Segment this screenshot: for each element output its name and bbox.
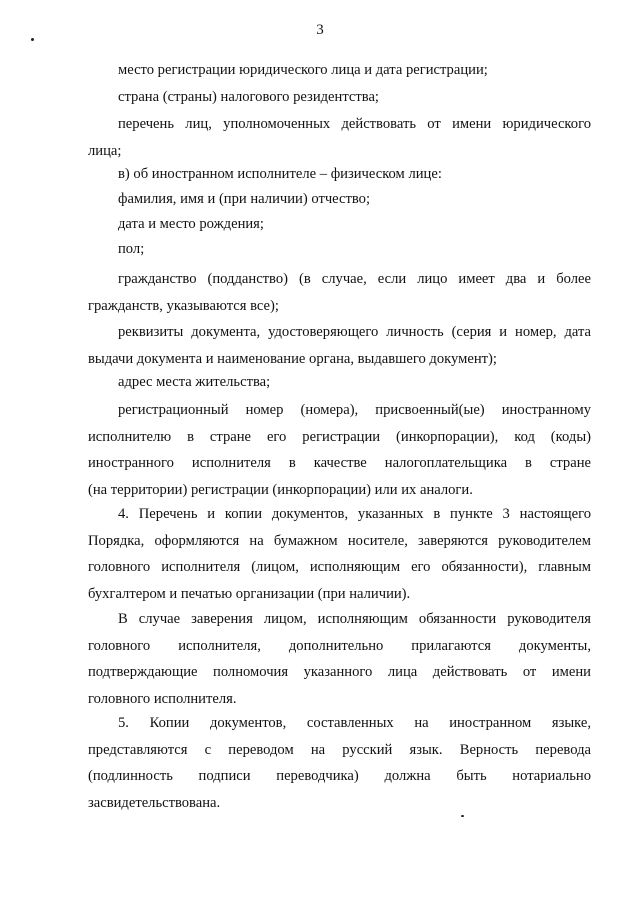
paragraph [88, 211, 591, 238]
paragraph [88, 369, 591, 396]
scan-speck [31, 38, 34, 41]
text-line: головного исполнителя. [88, 690, 237, 707]
text-line: гражданств, указываются все); [88, 297, 279, 314]
text-line: исполнителю в стране его регистрации (инкорпорации), код (коды) [88, 428, 591, 445]
text-line: засвидетельствована. [88, 794, 221, 811]
text-line: представляются с переводом на русский язык. Верность перевода [88, 741, 591, 758]
paragraph [88, 57, 591, 84]
text-line: адрес места жительства; [118, 374, 271, 390]
paragraph [88, 606, 591, 712]
text-line: дата и место рождения; [118, 216, 264, 232]
text-line: выдачи документа и наименование органа, выдавшего документ); [88, 350, 497, 367]
text-line: бухгалтером и печатью организации (при наличии). [88, 585, 411, 602]
text-line: 4. Перечень и копии документов, указанных в пункте 3 настоящего [118, 506, 591, 522]
text-line: перечень лиц, уполномоченных действовать от имени юридического [118, 116, 591, 132]
text-line: Порядка, оформляются на бумажном носителе, заверяются руководителем [88, 532, 591, 549]
paragraph [88, 319, 591, 372]
text-line: (на территории) регистрации (инкорпорации) или их аналоги. [88, 481, 473, 498]
text-line: иностранного исполнителя в качестве налогоплательщика в стране [88, 455, 591, 471]
text-line: В случае заверения лицом, исполняющим обязанности руководителя [118, 611, 591, 627]
text-line: страна (страны) налогового резидентства; [118, 89, 379, 105]
text-line: подтверждающие полномочия указанного лица действовать от имени [88, 664, 591, 680]
paragraph [88, 236, 591, 263]
paragraph [88, 397, 591, 503]
paragraph [88, 161, 591, 188]
text-line: лица; [88, 142, 122, 159]
paragraph [88, 84, 591, 111]
paragraph [88, 266, 591, 319]
text-line: реквизиты документа, удостоверяющего личность (серия и номер, дата [118, 324, 591, 340]
text-line: пол; [118, 241, 145, 257]
text-line: место регистрации юридического лица и дата регистрации; [118, 62, 488, 78]
text-line: фамилия, имя и (при наличии) отчество; [118, 191, 371, 207]
paragraph [88, 186, 591, 213]
text-line: гражданство (подданство) (в случае, если лицо имеет два и более [118, 271, 591, 287]
text-line: головного исполнителя, дополнительно прилагаются документы, [88, 637, 591, 654]
text-line: регистрационный номер (номера), присвоенный(ые) иностранному [118, 402, 591, 418]
text-line: головного исполнителя (лицом, исполняющим его обязанности), главным [88, 559, 591, 575]
page-number: 3 [316, 22, 324, 38]
text-line: 5. Копии документов, составленных на иностранном языке, [118, 715, 591, 731]
paragraph [88, 501, 591, 607]
paragraph [88, 710, 591, 816]
paragraph [88, 111, 591, 164]
text-line: (подлинность подписи переводчика) должна быть нотариально [88, 768, 591, 784]
text-line: в) об иностранном исполнителе – физическом лице: [118, 166, 442, 182]
